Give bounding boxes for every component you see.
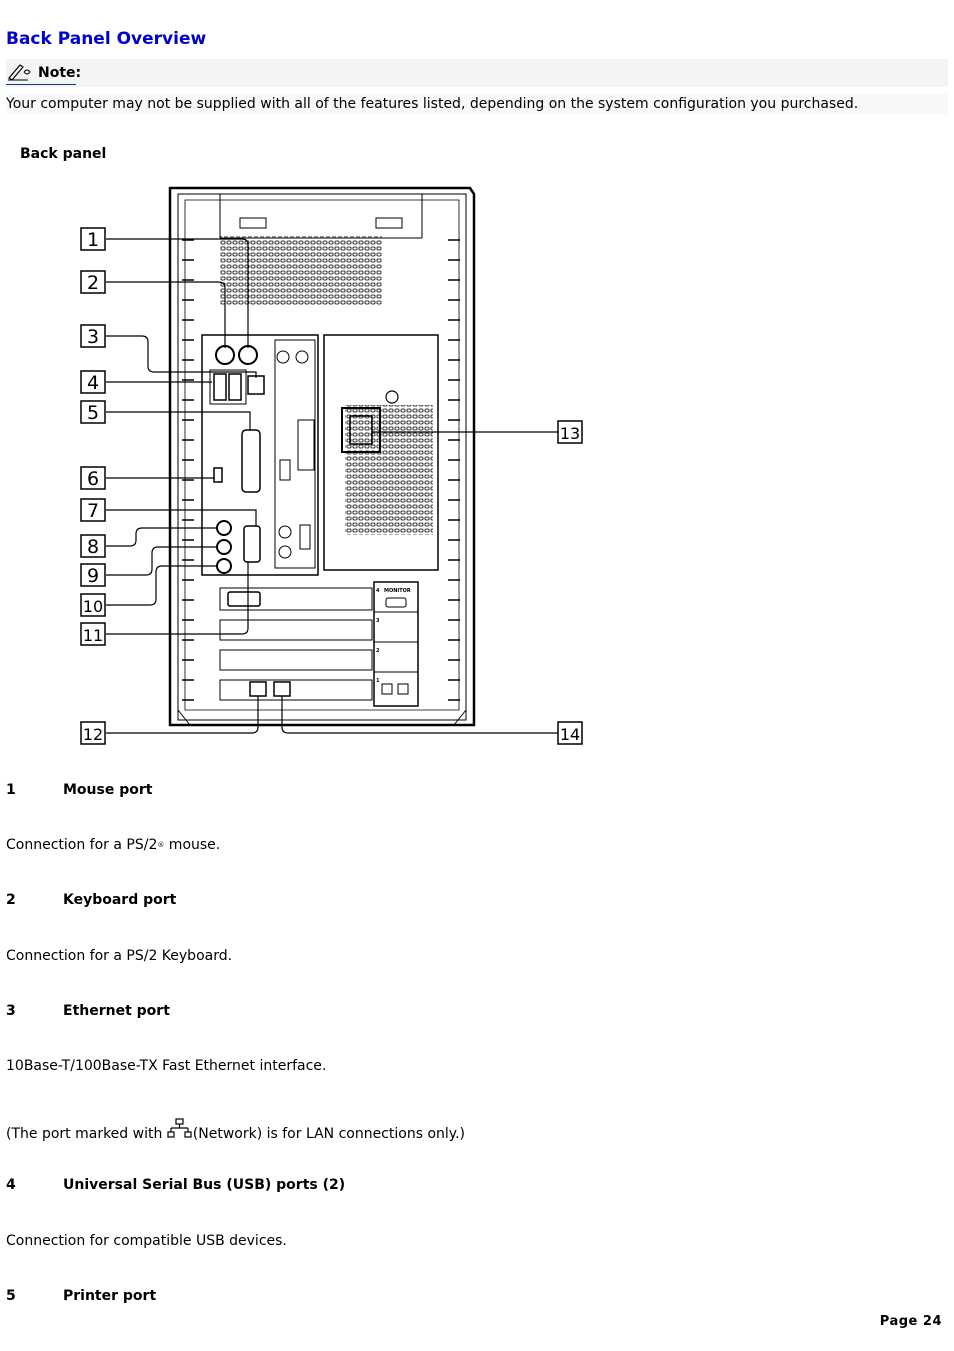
item-desc-text: Connection for a PS/2: [6, 837, 158, 853]
slot-3-label: 3: [376, 618, 380, 624]
monitor-label: MONITOR: [384, 588, 411, 594]
callout-13: [558, 421, 582, 443]
svg-text:4: 4: [86, 372, 100, 394]
callout-14: [558, 722, 582, 744]
svg-text:11: 11: [82, 626, 104, 645]
item-3-network-note: [6, 1118, 465, 1142]
item-number: 5: [6, 1288, 16, 1304]
item-4-description: Connection for compatible USB devices.: [6, 1233, 287, 1249]
item-name: Mouse port: [63, 782, 153, 798]
callout-6: [81, 467, 105, 490]
svg-text:5: 5: [86, 402, 100, 424]
svg-text:7: 7: [86, 500, 100, 522]
network-icon: [167, 1118, 193, 1140]
slot-4-label: 4: [376, 588, 380, 594]
item-2-description: Connection for a PS/2 Keyboard.: [6, 948, 233, 964]
svg-text:8: 8: [86, 536, 100, 558]
note-label-text: Note:: [38, 65, 82, 81]
svg-text:12: 12: [82, 725, 104, 744]
item-number: 1: [6, 782, 16, 798]
callout-7: [81, 499, 105, 522]
callout-10: [81, 594, 105, 616]
callout-4: [81, 371, 105, 394]
item-desc-tail: mouse.: [164, 837, 221, 853]
item-name: Keyboard port: [63, 892, 177, 908]
power-supply: [324, 335, 438, 570]
item-1-description: [6, 837, 220, 853]
network-note-after: (Network) is for LAN connections only.): [192, 1126, 465, 1142]
registered-mark: ®: [157, 841, 165, 849]
callout-2: [81, 271, 105, 294]
top-vent: [220, 236, 382, 306]
svg-text:2: 2: [86, 272, 100, 294]
callout-9: [81, 564, 105, 587]
svg-text:1: 1: [86, 229, 100, 251]
leader-lines: [106, 239, 558, 733]
page-number: Page 24: [879, 1314, 942, 1329]
svg-text:10: 10: [82, 597, 104, 616]
svg-text:14: 14: [559, 725, 581, 744]
io-panel: [202, 335, 318, 575]
note-pen-icon: [6, 62, 34, 82]
callout-8: [81, 535, 105, 558]
item-name: Universal Serial Bus (USB) ports (2): [63, 1177, 346, 1193]
note-bar: [6, 59, 948, 87]
item-name: Ethernet port: [63, 1003, 170, 1019]
callout-3: [81, 325, 105, 348]
network-note-before: (The port marked with: [6, 1126, 167, 1142]
expansion-slots: [220, 582, 418, 706]
item-name: Printer port: [63, 1288, 157, 1304]
svg-text:9: 9: [86, 565, 100, 587]
svg-text:6: 6: [86, 468, 100, 490]
back-panel-diagram: [70, 180, 590, 750]
item-number: 4: [6, 1177, 16, 1193]
figure-caption: Back panel: [20, 146, 107, 162]
note-label: [6, 62, 82, 85]
item-number: 3: [6, 1003, 16, 1019]
callout-12: [81, 722, 105, 744]
callout-1: [81, 228, 105, 251]
item-3-description: 10Base-T/100Base-TX Fast Ethernet interface.: [6, 1058, 327, 1074]
callout-11: [81, 623, 105, 645]
callout-5: [81, 401, 105, 424]
slot-2-label: 2: [376, 648, 380, 654]
note-text: Your computer may not be supplied with all of the features listed, depending on the system configuration you purchased.: [6, 94, 948, 114]
item-number: 2: [6, 892, 16, 908]
svg-text:3: 3: [86, 326, 100, 348]
svg-text:13: 13: [559, 424, 581, 443]
slot-1-label: 1: [376, 678, 380, 684]
page-title: Back Panel Overview: [6, 29, 207, 49]
